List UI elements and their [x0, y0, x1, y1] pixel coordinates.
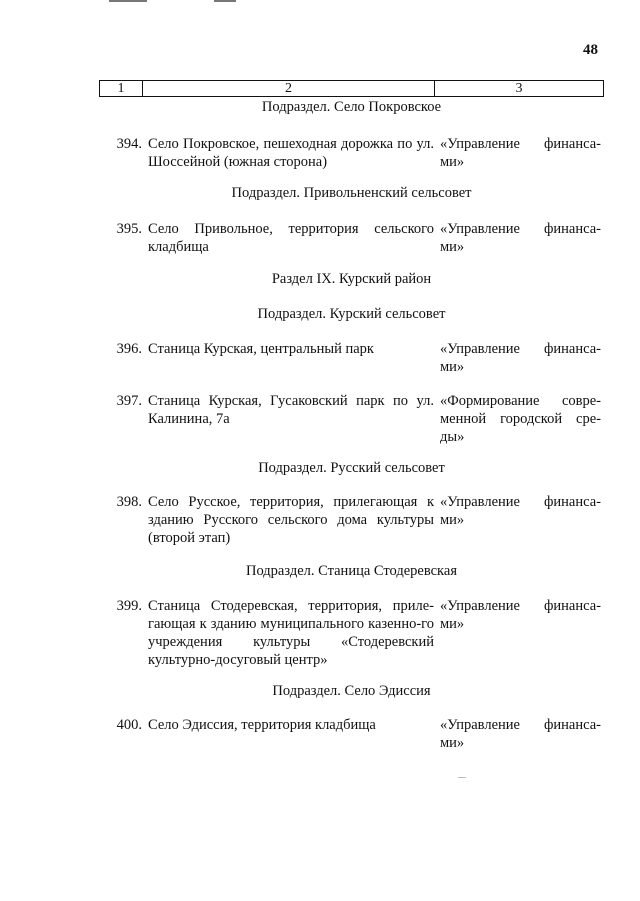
row-description: Село Привольное, территория сельского кладбища	[148, 221, 434, 255]
row-number: 399.	[116, 598, 142, 614]
row-program: «Управление финанса-ми»	[440, 221, 601, 255]
subsection-heading: Подраздел. Русский сельсовет	[258, 460, 445, 476]
scan-speck	[458, 777, 466, 778]
row-number: 395.	[116, 221, 142, 237]
subsection-heading: Подраздел. Село Эдиссия	[272, 683, 431, 699]
row-number: 394.	[116, 136, 142, 152]
scan-artifact-right	[214, 0, 236, 2]
row-program: «Управление финанса-ми»	[440, 341, 601, 375]
row-description: Село Покровское, пешеходная дорожка по ул. Шоссейной (южная сторона)	[148, 136, 434, 170]
column-number-2: 2	[143, 81, 435, 96]
table-row	[99, 597, 604, 669]
row-program: «Формирование совре-менной городской сре-ды»	[440, 393, 601, 445]
row-number: 397.	[116, 393, 142, 409]
table-row	[99, 716, 604, 776]
scan-artifact-left	[109, 0, 147, 2]
row-number: 400.	[116, 717, 142, 733]
table-header	[99, 80, 604, 97]
row-description: Село Эдиссия, территория кладбища	[148, 717, 376, 733]
page-number: 48	[583, 42, 598, 58]
column-number-1: 1	[100, 81, 143, 96]
subsection-heading: Подраздел. Привольненский сельсовет	[231, 185, 472, 201]
row-description: Станица Курская, центральный парк	[148, 341, 374, 357]
row-description: Станица Курская, Гусаковский парк по ул. Калинина, 7а	[148, 393, 434, 427]
table-row	[99, 493, 604, 553]
subsection-heading: Подраздел. Село Покровское	[261, 99, 442, 115]
row-description: Село Русское, территория, прилегающая к зданию Русского сельского дома культуры (второй этап)	[148, 494, 434, 546]
subsection-heading: Подраздел. Курский сельсовет	[257, 306, 446, 322]
section-heading: Раздел IX. Курский район	[271, 271, 432, 287]
table-row	[99, 340, 604, 400]
table-row	[99, 392, 604, 452]
row-program: «Управление финанса-ми»	[440, 598, 601, 632]
row-program: «Управление финанса-ми»	[440, 494, 601, 528]
row-number: 398.	[116, 494, 142, 510]
row-number: 396.	[116, 341, 142, 357]
column-number-3: 3	[515, 81, 523, 96]
row-program: «Управление финанса-ми»	[440, 717, 601, 751]
subsection-heading: Подраздел. Станица Стодеревская	[246, 563, 457, 579]
row-description: Станица Стодеревская, территория, приле-гающая к зданию муниципального казенно-го учреждения культуры «Стодеревский культурно-досуговый центр»	[148, 598, 434, 668]
row-program: «Управление финанса-ми»	[440, 136, 601, 170]
